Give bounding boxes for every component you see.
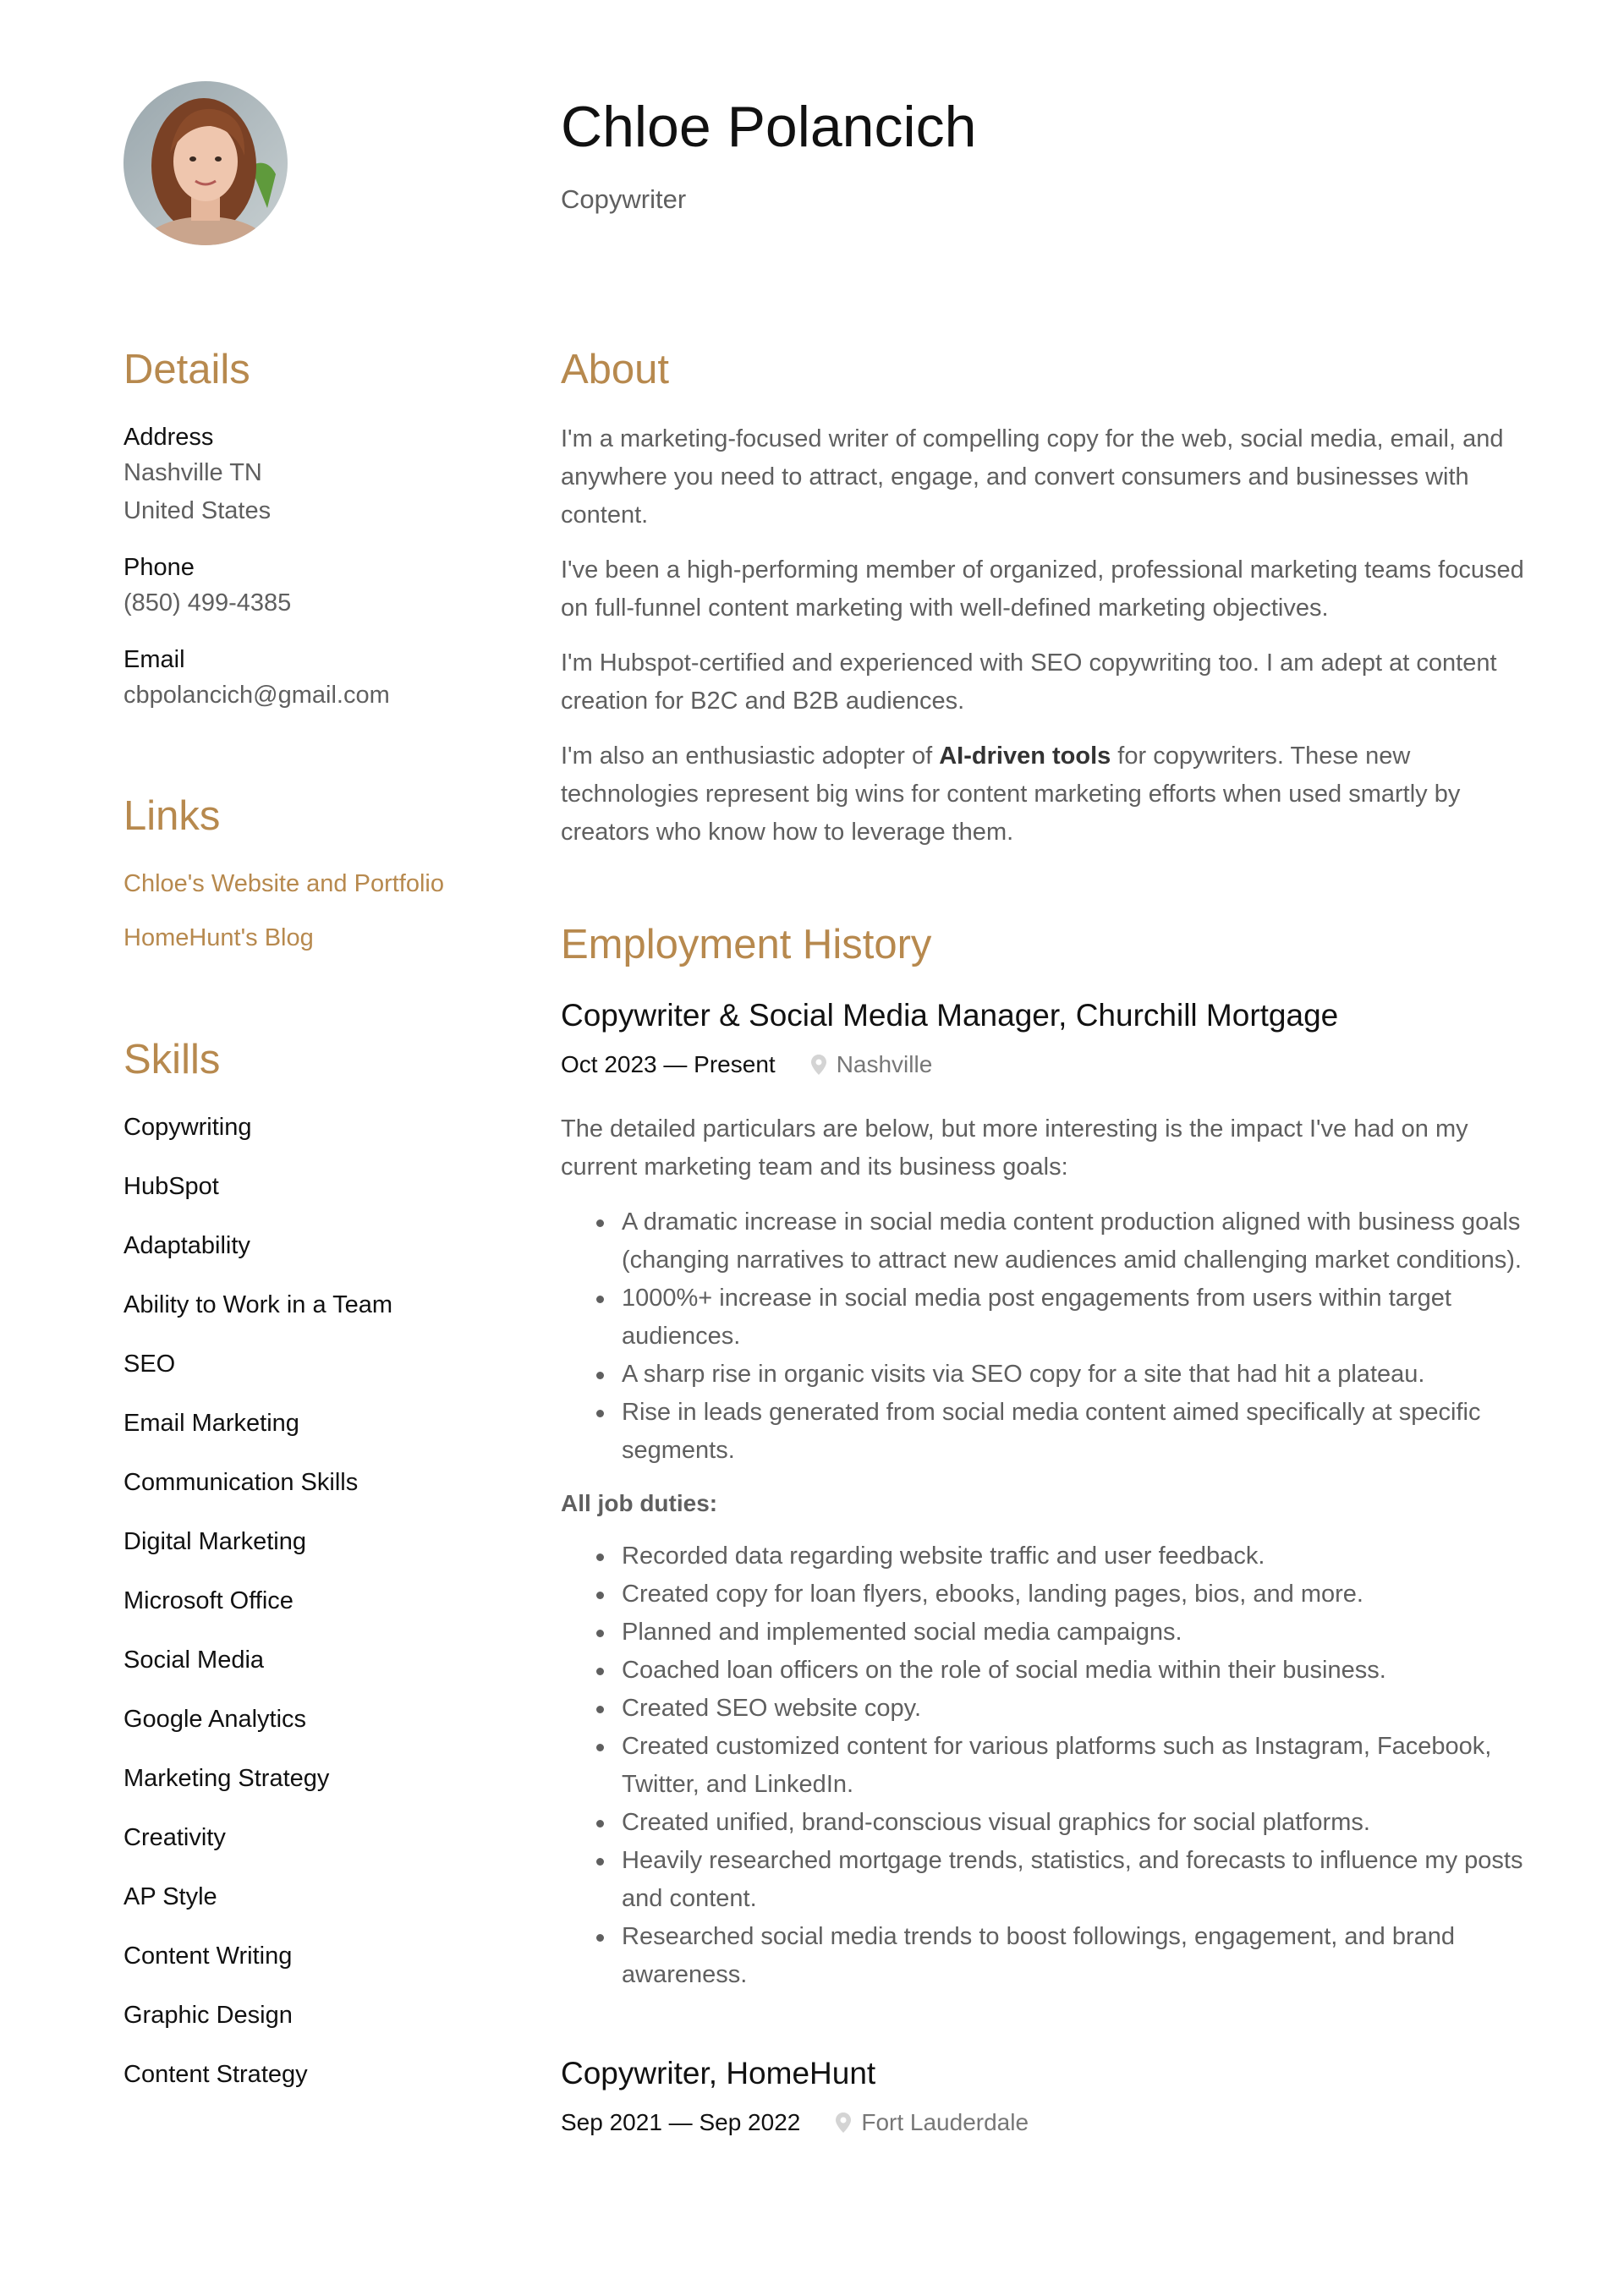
list-item: Created customized content for various platforms such as Instagram, Facebook, Twitter, and LinkedIn. — [622, 1728, 1542, 1804]
sidebar — [123, 342, 513, 2117]
phone-block — [123, 551, 513, 622]
skill-item: Content Strategy — [123, 2061, 308, 2088]
skill-item: Digital Marketing — [123, 1528, 306, 1555]
profile-photo-icon — [123, 81, 288, 245]
skill-item: Email Marketing — [123, 1410, 299, 1437]
email-value: cbpolancich@gmail.com — [123, 682, 390, 709]
skill-item: Graphic Design — [123, 2002, 293, 2029]
skill-item: Marketing Strategy — [123, 1765, 330, 1792]
list-item: Coached loan officers on the role of social media within their business. — [622, 1652, 1542, 1690]
skill-item: Ability to Work in a Team — [123, 1291, 393, 1318]
skill-item: Social Media — [123, 1647, 265, 1674]
skill-item: AP Style — [123, 1883, 217, 1910]
location-pin-icon — [836, 2112, 851, 2133]
link-blog[interactable]: HomeHunt's Blog — [123, 924, 314, 951]
skill-item: SEO — [123, 1351, 176, 1378]
email-block — [123, 643, 513, 715]
phone-value: (850) 499-4385 — [123, 589, 292, 616]
list-item: A dramatic increase in social media content production aligned with business goals (changing narratives to attract new audiences amid challenging market conditions). — [622, 1203, 1542, 1280]
about-p4-start: I'm also an enthusiastic adopter of — [561, 743, 940, 770]
skill-item: Creativity — [123, 1824, 226, 1851]
main-content — [561, 342, 1542, 2168]
address-label: Address — [123, 424, 214, 451]
avatar — [123, 81, 288, 245]
job-entry — [561, 2053, 1542, 2140]
job-meta — [561, 1048, 1542, 1082]
phone-label: Phone — [123, 554, 195, 581]
skill-item: Content Writing — [123, 1943, 293, 1970]
links-heading: Links — [123, 793, 221, 839]
location-pin-icon — [811, 1055, 826, 1075]
impact-list — [561, 1203, 1542, 1470]
list-item: Created copy for loan flyers, ebooks, landing pages, bios, and more. — [622, 1575, 1542, 1614]
list-item: Researched social media trends to boost followings, engagement, and brand awareness. — [622, 1918, 1542, 1994]
job-dates: Sep 2021 — Sep 2022 — [561, 2109, 801, 2135]
link-portfolio[interactable]: Chloe's Website and Portfolio — [123, 870, 444, 897]
duties-list — [561, 1537, 1542, 1994]
list-item: Created SEO website copy. — [622, 1690, 1542, 1728]
skill-item: Copywriting — [123, 1114, 252, 1141]
about-paragraph-3: I'm Hubspot-certified and experienced with SEO copywriting too. I am adept at content creation for B2C and B2B audiences. — [561, 649, 1497, 715]
list-item: Created unified, brand-conscious visual graphics for social platforms. — [622, 1804, 1542, 1842]
skill-item: Microsoft Office — [123, 1587, 294, 1614]
list-item: A sharp rise in organic visits via SEO copy for a site that had hit a plateau. — [622, 1356, 1542, 1394]
job-dates: Oct 2023 — Present — [561, 1051, 776, 1077]
skills-heading: Skills — [123, 1037, 221, 1082]
duties-label: All job duties: — [561, 1490, 718, 1516]
list-item: Heavily researched mortgage trends, statistics, and forecasts to influence my posts and content. — [622, 1842, 1542, 1918]
about-paragraph-1: I'm a marketing-focused writer of compelling copy for the web, social media, email, and anywhere you need to attract, engage, and convert consumers and businesses with content. — [561, 425, 1504, 529]
list-item: Recorded data regarding website traffic and user feedback. — [622, 1537, 1542, 1575]
job-meta — [561, 2106, 1542, 2140]
list-item: Planned and implemented social media campaigns. — [622, 1614, 1542, 1652]
skill-item: Communication Skills — [123, 1469, 359, 1496]
job-role: Copywriter, HomeHunt — [561, 2056, 876, 2091]
job-role: Copywriter & Social Media Manager, Churchill Mortgage — [561, 998, 1339, 1033]
address-line-2: United States — [123, 497, 272, 524]
about-p4-end: for copywriters. These new technologies represent big wins for content marketing efforts when used smartly by creators who know how to leverage them. — [561, 743, 1461, 846]
list-item: 1000%+ increase in social media post engagements from users within target audiences. — [622, 1280, 1542, 1356]
about-paragraph-2: I've been a high-performing member of organized, professional marketing teams focused on full-funnel content marketing with well-defined marketing objectives. — [561, 556, 1524, 622]
email-label: Email — [123, 646, 185, 673]
list-item: Rise in leads generated from social media content aimed specifically at specific segments. — [622, 1394, 1542, 1470]
candidate-title: Copywriter — [561, 184, 687, 214]
details-heading: Details — [123, 347, 250, 392]
job-location: Fort Lauderdale — [861, 2109, 1029, 2135]
job-location: Nashville — [836, 1051, 933, 1077]
address-block — [123, 420, 513, 530]
employment-heading: Employment History — [561, 922, 932, 967]
skill-item: Adaptability — [123, 1232, 250, 1259]
address-line-1: Nashville TN — [123, 459, 262, 486]
about-p4-bold: AI-driven tools — [939, 743, 1111, 770]
job-entry — [561, 995, 1542, 1994]
job-intro: The detailed particulars are below, but more interesting is the impact I've had on my current marketing team and its business goals: — [561, 1115, 1468, 1181]
candidate-name: Chloe Polancich — [561, 95, 977, 159]
about-paragraph-4 — [561, 737, 1542, 852]
about-heading: About — [561, 347, 670, 392]
skill-item: Google Analytics — [123, 1706, 307, 1733]
skill-item: HubSpot — [123, 1173, 219, 1200]
